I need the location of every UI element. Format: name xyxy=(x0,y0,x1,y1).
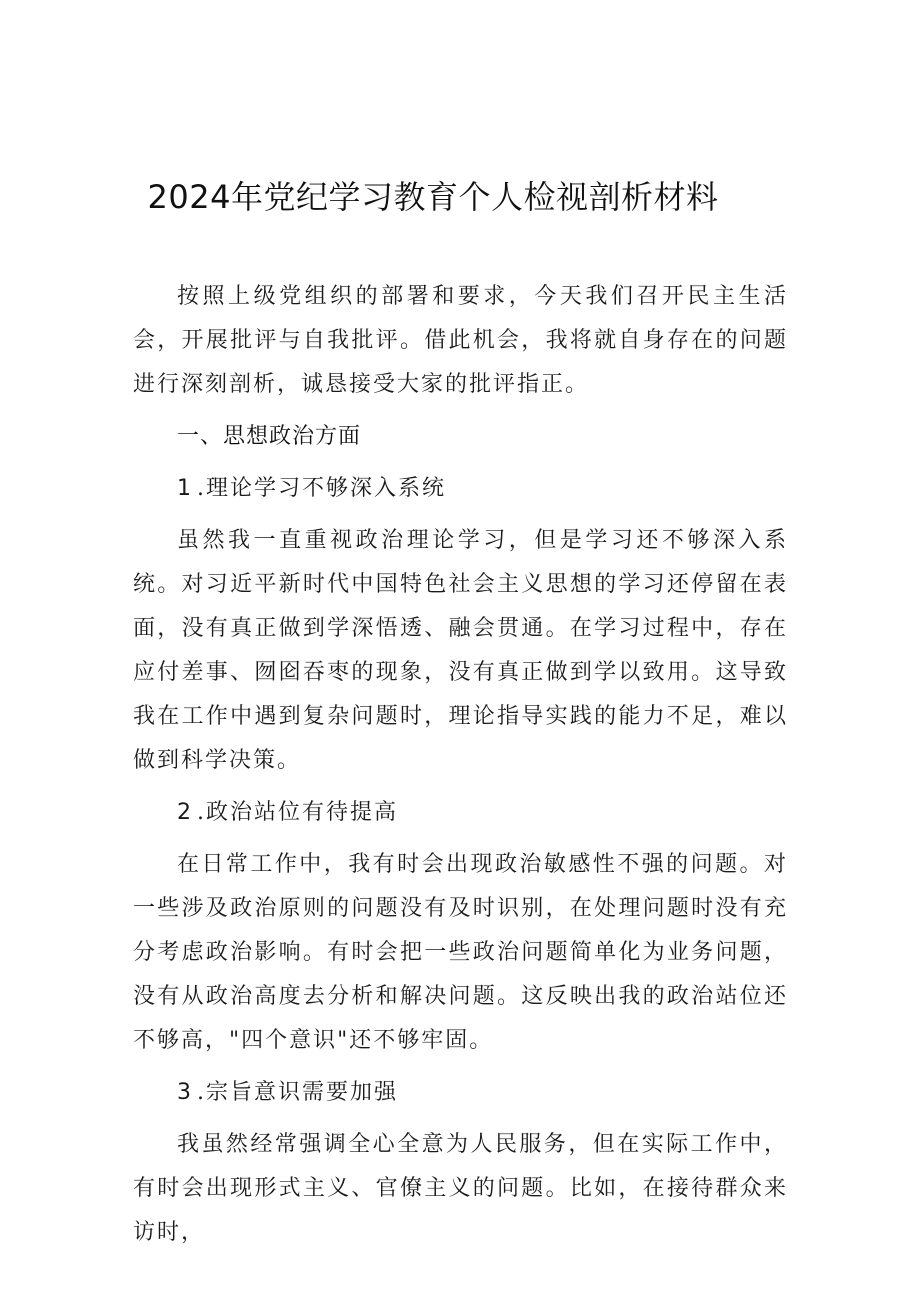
subsection-number: 3 xyxy=(177,1080,197,1105)
document-body xyxy=(133,275,788,1263)
subsection-heading-3 xyxy=(133,1071,788,1115)
subsection-paragraph-2: 在日常工作中，我有时会出现政治敏感性不强的问题。对一些涉及政治原则的问题没有及时识别，在处理问题时没有充分考虑政治影响。有时会把一些政治问题简单化为业务问题，没有从政治高度去分析和解决问题。这反映出我的政治站位还不够高，"四个意识"还不够牢固。 xyxy=(133,852,788,1053)
intro-paragraph: 按照上级党组织的部署和要求，今天我们召开民主生活会，开展批评与自我批评。借此机会，我将就自身存在的问题进行深刻剖析，诚恳接受大家的批评指正。 xyxy=(133,284,788,397)
subsection-number: 1 xyxy=(177,476,197,501)
section-heading: 一、思想政治方面 xyxy=(177,424,362,449)
document-title: 2024年党纪学习教育个人检视剖析材料 xyxy=(147,178,719,216)
subsection-heading-1 xyxy=(133,467,788,511)
subsection-title: .宗旨意识需要加强 xyxy=(197,1080,398,1105)
subsection-title: .理论学习不够深入系统 xyxy=(197,476,446,501)
subsection-paragraph-1: 虽然我一直重视政治理论学习，但是学习还不够深入系统。对习近平新时代中国特色社会主义思想的学习还停留在表面，没有真正做到学深悟透、融会贯通。在学习过程中，存在应付差事、囫囵吞枣的现象，没有真正做到学以致用。这导致我在工作中遇到复杂问题时，理论指导实践的能力不足，难以做到科学决策。 xyxy=(133,528,788,773)
subsection-paragraph-3: 我虽然经常强调全心全意为人民服务，但在实际工作中，有时会出现形式主义、官僚主义的问题。比如，在接待群众来访时， xyxy=(133,1132,788,1245)
subsection-heading-2 xyxy=(133,791,788,835)
subsection-title: .政治站位有待提高 xyxy=(197,800,398,825)
subsection-number: 2 xyxy=(177,800,197,825)
